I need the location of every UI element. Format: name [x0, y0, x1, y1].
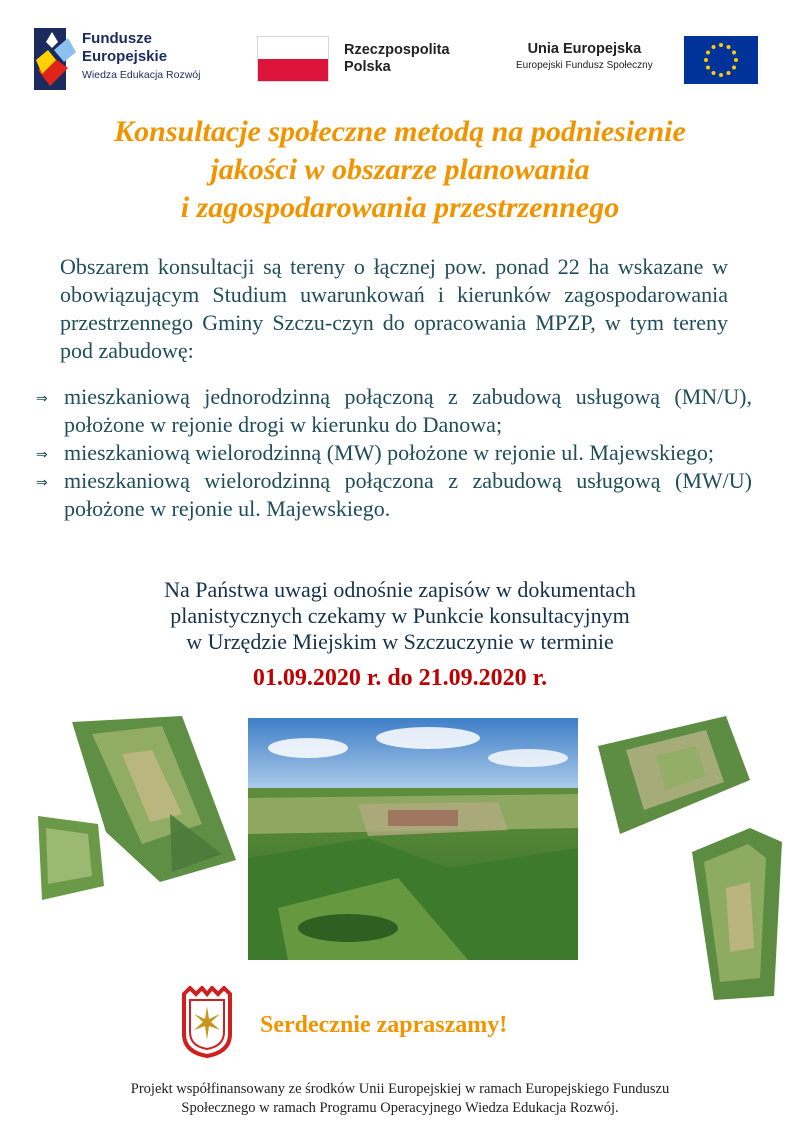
- eu-star-icon: [704, 58, 708, 62]
- arrow-bullet-icon: ⇒: [36, 447, 48, 463]
- eu-star-icon: [719, 43, 723, 47]
- aerial-plot-image: [596, 716, 752, 836]
- invitation-text: [0, 577, 800, 655]
- town-crest-icon: [178, 986, 236, 1058]
- arrow-bullet-icon: ⇒: [36, 475, 48, 491]
- fe-line3: Wiedza Edukacja Rozwój: [82, 69, 201, 81]
- ue-line1: Unia Europejska: [527, 41, 642, 57]
- invite-line1: Na Państwa uwagi odnośnie zapisów w dokumentach: [164, 577, 636, 602]
- eu-star-icon: [727, 71, 731, 75]
- unia-europejska-logo: [512, 36, 762, 88]
- eu-star-icon: [734, 58, 738, 62]
- logo-bar: [0, 28, 800, 98]
- rp-line1: Rzeczpospolita: [344, 42, 450, 58]
- title-line3: i zagospodarowania przestrzennego: [180, 191, 620, 224]
- fe-line2: Europejskie: [82, 48, 168, 65]
- eu-star-icon: [706, 66, 710, 70]
- list-item-text: mieszkaniową wielorodzinną połączona z zabudową usługową (MW/U) położone w rejonie ul. Majewskiego.: [64, 468, 752, 521]
- list-item: [36, 439, 752, 467]
- ue-line2: Europejski Fundusz Społeczny: [516, 60, 653, 71]
- aerial-plot-image: [690, 828, 786, 1002]
- list-item-text: mieszkaniową jednorodzinną połączoną z zabudową usługową (MN/U), położone w rejonie drogi w kierunku do Danowa;: [64, 384, 752, 437]
- list-item: [36, 383, 752, 439]
- footnote-line1: Projekt współfinansowany ze środków Unii Europejskiej w ramach Europejskiego Funduszu: [130, 1081, 670, 1097]
- rzeczpospolita-polska-logo: [257, 36, 497, 86]
- polish-flag-icon: [257, 36, 329, 82]
- eu-star-icon: [727, 45, 731, 49]
- arrow-bullet-icon: ⇒: [36, 391, 48, 407]
- invite-line2: planistycznych czekamy w Punkcie konsultacyjnym: [170, 603, 630, 628]
- consultation-dates: 01.09.2020 r. do 21.09.2020 r.: [252, 665, 548, 691]
- landscape-photo: [248, 718, 578, 960]
- list-item: [36, 467, 752, 523]
- aerial-plot-image: [38, 814, 106, 900]
- eu-star-icon: [732, 51, 736, 55]
- eu-star-icon: [712, 45, 716, 49]
- rp-line2: Polska: [344, 59, 391, 75]
- zoning-list: [36, 383, 752, 523]
- eu-star-icon: [712, 71, 716, 75]
- eu-star-icon: [719, 73, 723, 77]
- page-title: [0, 113, 800, 227]
- fe-line1: Fundusze: [82, 30, 152, 47]
- eu-flag-icon: [684, 36, 758, 84]
- footnote-line2: Społecznego w ramach Programu Operacyjnego Wiedza Edukacja Rozwój.: [181, 1100, 619, 1116]
- title-line2: jakości w obszarze planowania: [210, 153, 590, 186]
- invite-line3: w Urzędzie Miejskim w Szczuczynie w terminie: [186, 629, 614, 654]
- intro-paragraph: Obszarem konsultacji są tereny o łącznej pow. ponad 22 ha wskazane w obowiązującym Studium uwarunkowań i kierunków zagospodarowania przestrzennego Gminy Szczu-czyn do opracowania MPZP, w tym tereny pod zabudowę:: [60, 254, 728, 363]
- title-line1: Konsultacje społeczne metodą na podniesienie: [114, 115, 686, 148]
- eu-star-icon: [732, 66, 736, 70]
- funding-footnote: [0, 1080, 800, 1118]
- eu-star-icon: [706, 51, 710, 55]
- welcome-text: Serdecznie zapraszamy!: [260, 1012, 508, 1038]
- fundusze-europejskie-emblem-icon: [34, 28, 78, 90]
- list-item-text: mieszkaniową wielorodzinną (MW) położone w rejonie ul. Majewskiego;: [64, 440, 715, 465]
- fundusze-europejskie-logo: [34, 28, 234, 90]
